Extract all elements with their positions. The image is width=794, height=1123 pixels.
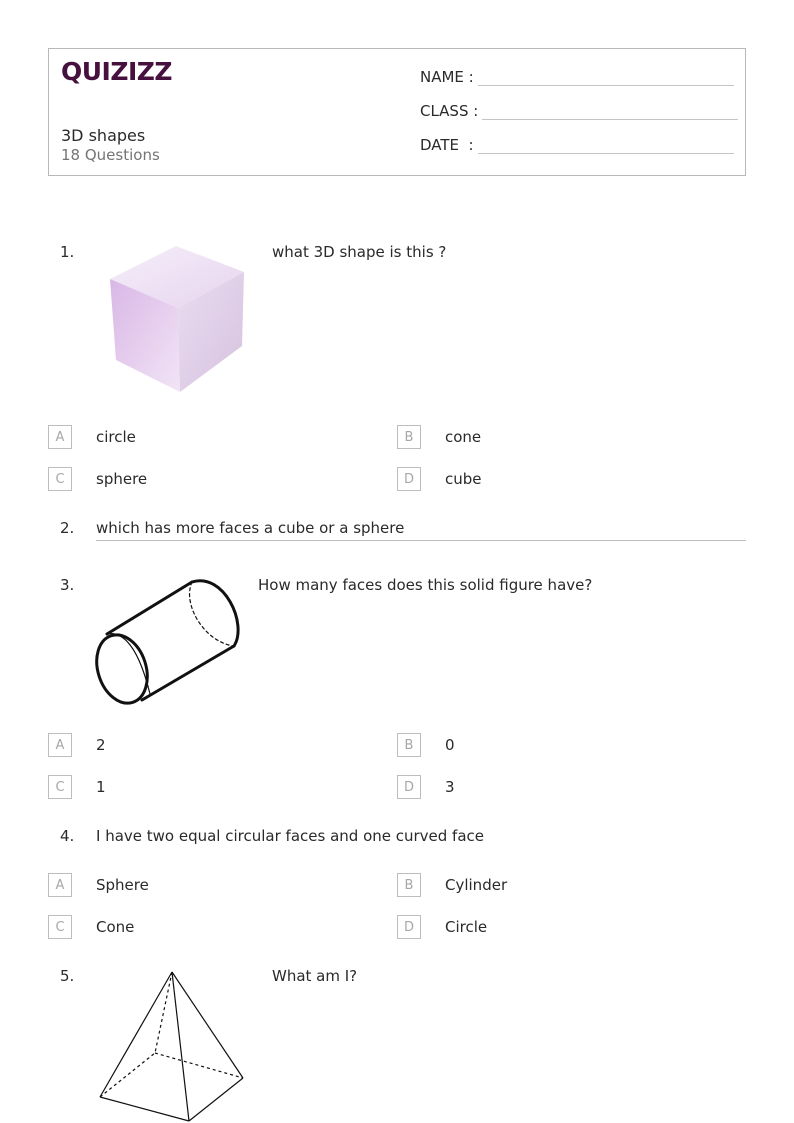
question-text: what 3D shape is this ? [272,243,447,261]
question-number: 5. [60,967,75,985]
option-c[interactable] [48,775,106,799]
option-text: circle [96,428,136,446]
option-text: sphere [96,470,148,488]
option-letter-box: D [397,915,421,939]
option-c[interactable] [48,467,148,491]
cylinder-drawing [94,574,246,708]
date-line [478,142,734,154]
option-b[interactable] [397,733,455,757]
option-letter-box: B [397,425,421,449]
worksheet-title: 3D shapes [61,126,146,145]
option-text: 2 [96,736,106,754]
option-b[interactable] [397,425,482,449]
option-d[interactable] [397,467,482,491]
question-text: What am I? [272,967,358,985]
name-line [478,74,734,86]
quizizz-logo: QUIZIZZ [61,57,173,86]
option-text: 0 [445,736,455,754]
pyramid-drawing [96,968,248,1123]
question-number: 1. [60,243,75,261]
question-number: 2. [60,519,75,537]
option-letter-box: A [48,733,72,757]
option-letter-box: C [48,775,72,799]
option-a[interactable] [48,733,106,757]
date-field[interactable] [420,136,734,154]
question-text: which has more faces a cube or a sphere [96,519,405,537]
class-field[interactable] [420,102,738,120]
option-letter-box: C [48,467,72,491]
option-letter-box: A [48,425,72,449]
question-number: 4. [60,827,75,845]
option-d[interactable] [397,775,455,799]
question-count: 18 Questions [61,146,160,164]
option-a[interactable] [48,873,149,897]
option-text: Circle [445,918,488,936]
date-label: DATE : [420,136,474,154]
question-number: 3. [60,576,75,594]
option-letter-box: B [397,873,421,897]
option-text: cone [445,428,482,446]
option-d[interactable] [397,915,488,939]
option-text: 1 [96,778,106,796]
option-text: Cylinder [445,876,508,894]
option-c[interactable] [48,915,135,939]
option-text: Sphere [96,876,149,894]
option-letter-box: D [397,467,421,491]
question-text: How many faces does this solid figure have? [258,576,593,594]
option-letter-box: D [397,775,421,799]
question-text: I have two equal circular faces and one curved face [96,827,485,845]
answer-line[interactable] [96,540,746,541]
name-field[interactable] [420,68,734,86]
class-line [482,108,738,120]
name-label: NAME : [420,68,474,86]
option-letter-box: C [48,915,72,939]
option-text: Cone [96,918,135,936]
worksheet-header [48,48,746,176]
class-label: CLASS : [420,102,479,120]
cube-image [104,242,248,396]
option-a[interactable] [48,425,136,449]
option-letter-box: A [48,873,72,897]
option-text: 3 [445,778,455,796]
option-b[interactable] [397,873,508,897]
option-text: cube [445,470,482,488]
option-letter-box: B [397,733,421,757]
